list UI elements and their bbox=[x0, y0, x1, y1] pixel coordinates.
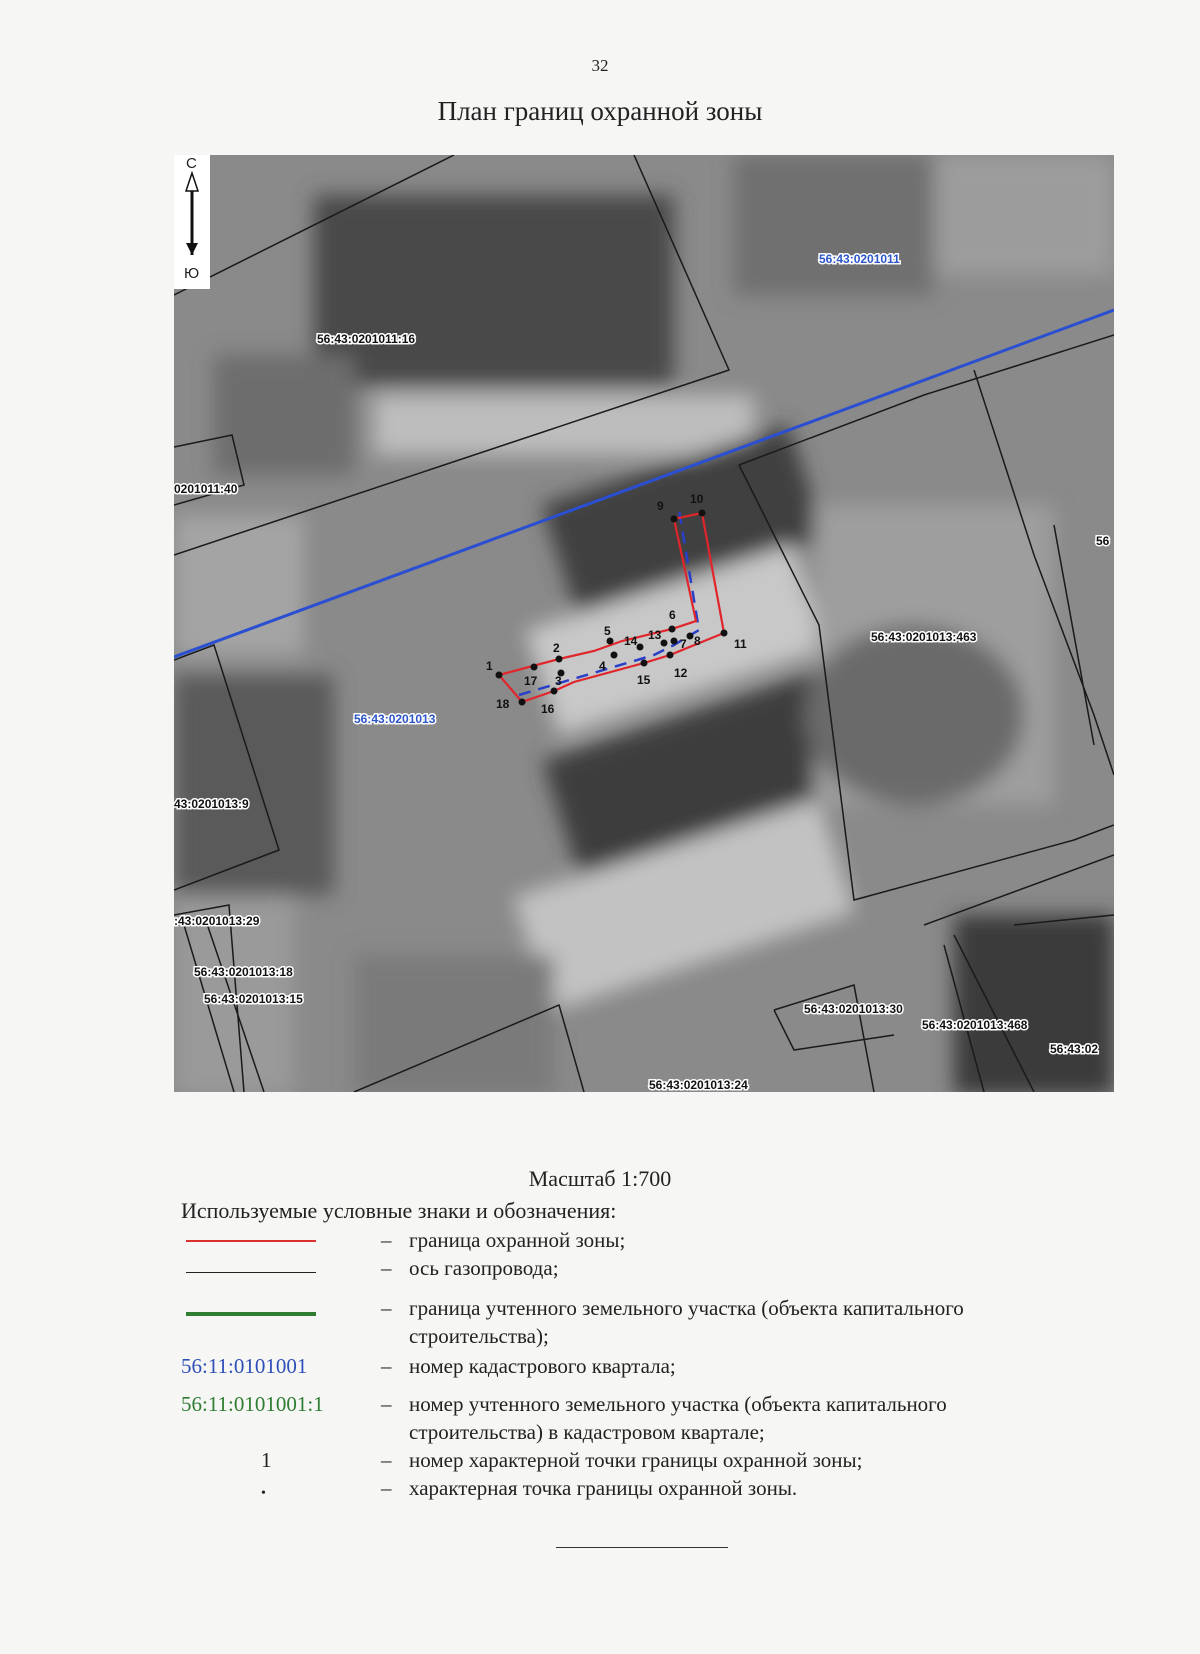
closing-rule bbox=[556, 1547, 728, 1548]
point-label: 14 bbox=[624, 634, 638, 648]
point-label: 17 bbox=[524, 674, 538, 688]
quarter-number-symbol: 56:11:0101001 bbox=[181, 1354, 308, 1378]
page-number: 32 bbox=[591, 56, 609, 75]
parcel-label: 56:43:0201013:468 bbox=[922, 1018, 1028, 1032]
page-title: План границ охранной зоны bbox=[437, 96, 763, 126]
parcel-label: 56:43:0201013:18 bbox=[194, 965, 293, 979]
point-label: 10 bbox=[690, 492, 704, 506]
zone-boundary-symbol bbox=[186, 1240, 316, 1242]
point-label: 18 bbox=[496, 697, 510, 711]
parcel-label: 43:0201013:9 bbox=[174, 797, 249, 811]
point-label: 9 bbox=[657, 499, 664, 513]
compass bbox=[174, 155, 210, 289]
legend-item-parcel-boundary: – граница учтенного земельного участка (объекта капитального строительства); bbox=[181, 1294, 1081, 1350]
point-label: 12 bbox=[674, 666, 688, 680]
parcel-boundary-symbol bbox=[186, 1312, 316, 1316]
point-label: 13 bbox=[648, 628, 662, 642]
point-label: 2 bbox=[553, 641, 560, 655]
legend-item-quarter-number: 56:11:0101001 – номер кадастрового квартала; bbox=[181, 1354, 676, 1378]
parcel-label: 56 bbox=[1096, 534, 1110, 548]
legend-item-point-marker: • – характерная точка границы охранной зоны. bbox=[181, 1474, 1081, 1502]
point-number-symbol: 1 bbox=[261, 1448, 272, 1472]
point-marker-symbol: • bbox=[261, 1486, 266, 1501]
point-label: 11 bbox=[734, 637, 747, 651]
map-scale: Масштаб 1:700 bbox=[528, 1166, 672, 1191]
parcel-label: 56:43:0201011:16 bbox=[317, 332, 416, 346]
parcel-label: 56:43:0201013:15 bbox=[204, 992, 303, 1006]
point-label: 3 bbox=[555, 674, 562, 688]
parcel-label: 56:43:0201013:463 bbox=[871, 630, 977, 644]
point-label: 16 bbox=[541, 702, 555, 716]
point-label: 6 bbox=[669, 608, 676, 622]
legend-item-point-number: 1 – номер характерной точки границы охранной зоны; bbox=[261, 1448, 863, 1472]
point-label: 5 bbox=[604, 624, 611, 638]
parcel-label: 56:43:0201013:24 bbox=[649, 1078, 748, 1092]
parcel-label: 0201011:40 bbox=[174, 482, 238, 496]
gas-axis-symbol bbox=[186, 1272, 316, 1273]
legend-item-gas-axis: – ось газопровода; bbox=[181, 1254, 1081, 1282]
quarter-label: 56:43:0201011 bbox=[819, 252, 900, 266]
parcel-label: :43:0201013:29 bbox=[174, 914, 260, 928]
compass-north-label: С bbox=[186, 155, 197, 172]
legend-item-zone-boundary: – граница охранной зоны; bbox=[181, 1226, 1081, 1254]
quarter-label: 56:43:0201013 bbox=[354, 712, 436, 726]
legend-item-parcel-number: 56:11:0101001:1 – номер учтенного земельного участка (объекта капитального строительства) в кадастровом квартале; bbox=[181, 1392, 947, 1444]
point-label: 15 bbox=[637, 673, 651, 687]
map-image bbox=[174, 155, 1114, 1092]
parcel-number-symbol: 56:11:0101001:1 bbox=[181, 1392, 324, 1416]
parcel-label: 56:43:0201013:30 bbox=[804, 1002, 903, 1016]
point-label: 7 bbox=[680, 637, 687, 651]
legend-title: Используемые условные знаки и обозначения: bbox=[181, 1198, 617, 1223]
compass-south-label: Ю bbox=[184, 265, 200, 282]
parcel-label: 56:43:02 bbox=[1050, 1042, 1099, 1056]
point-label: 8 bbox=[694, 634, 701, 648]
point-label: 1 bbox=[486, 659, 493, 673]
point-label: 4 bbox=[599, 659, 606, 673]
